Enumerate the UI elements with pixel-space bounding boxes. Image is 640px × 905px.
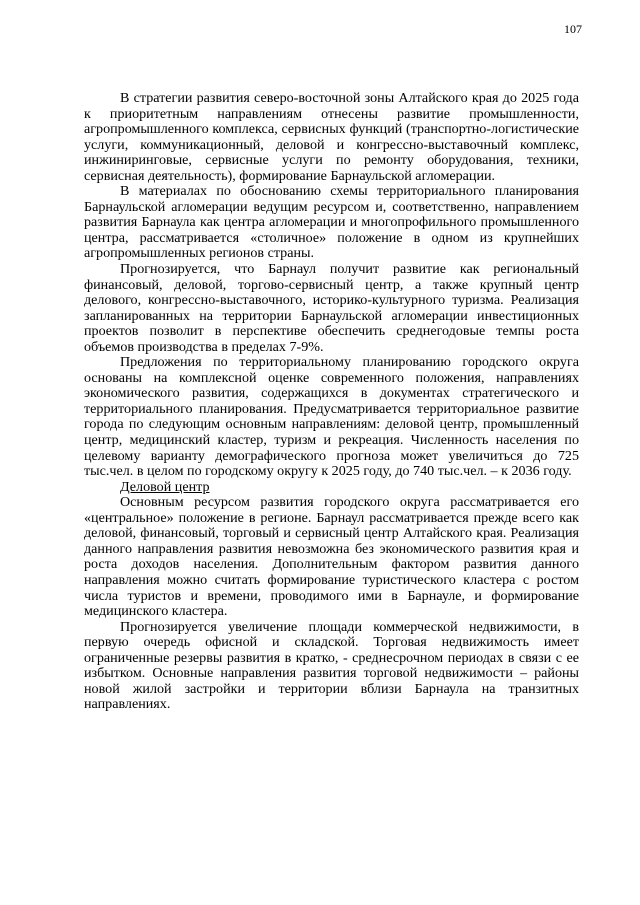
paragraph-commercial-real-estate: Прогнозируется увеличение площади коммерческой недвижимости, в первую очередь офисной и складской. Торговая недвижимость имеет ограниченные резервы развития в кратко, - среднесрочном периодах в связи с ее избытком. Основные направления развития торговой недвижимости – районы новой жилой застройки и территории вблизи Барнаула на транзитных направлениях. <box>84 618 579 713</box>
paragraph-territorial-planning: В материалах по обоснованию схемы территориального планирования Барнаульской агломерации ведущим ресурсом и, соответственно, направлением развития Барнаула как центра агломерации и многопрофильного промышленного центра, рассматривается «столичное» положение в одном из крупнейших агропромышленных регионов страны. <box>84 183 579 262</box>
paragraph-strategy: В стратегии развития северо-восточной зоны Алтайского края до 2025 года к приоритетным направлениям отнесены развитие промышленности, агропромышленного комплекса, сервисных функций (транспортно-логистические услуги, коммуникационный, деловой и конгрессно-выставочный комплекс, инжиниринговые, сервисные услуги по ремонту оборудования, техники, сервисная деятельность), формирование Барнаульской агломерации. <box>84 90 579 184</box>
document-body <box>84 91 579 713</box>
section-heading-business-center: Деловой центр <box>120 478 210 495</box>
paragraph-proposals: Предложения по территориальному планированию городского округа основаны на комплексной оценке современного положения, направлениях экономического развития, содержащихся в документах стратегического и территориального планирования. Предусматривается территориальное развитие города по следующим основным направлениям: деловой центр, промышленный центр, медицинский кластер, туризм и рекреация. Численность населения по целевому варианту демографического прогноза может увеличиться до 725 тыс.чел. в целом по городскому округу к 2025 году, до 740 тыс.чел. – к 2036 году. <box>84 354 579 480</box>
paragraph-business-center-resource: Основным ресурсом развития городского округа рассматривается его «центральное» положение в регионе. Барнаул рассматривается прежде всего как деловой, финансовый, торговый и сервисный центр Алтайского края. Реализация данного направления развития невозможна без экономического развития края и роста доходов населения. Дополнительным фактором развития данного направления можно считать формирование туристического кластера с ростом числа туристов и времени, проводимого ими в Барнауле, и формирование медицинского кластера. <box>84 494 579 620</box>
paragraph-forecast: Прогнозируется, что Барнаул получит развитие как региональный финансовый, деловой, торгово-сервисный центр, а также крупный центр делового, конгрессно-выставочного, историко-культурного туризма. Реализация запланированных на территории Барнаульской агломерации инвестиционных проектов позволит в перспективе обеспечить среднегодовые темпы роста объемов производства в пределах 7-9%. <box>84 261 579 355</box>
page-number: 107 <box>564 22 582 36</box>
